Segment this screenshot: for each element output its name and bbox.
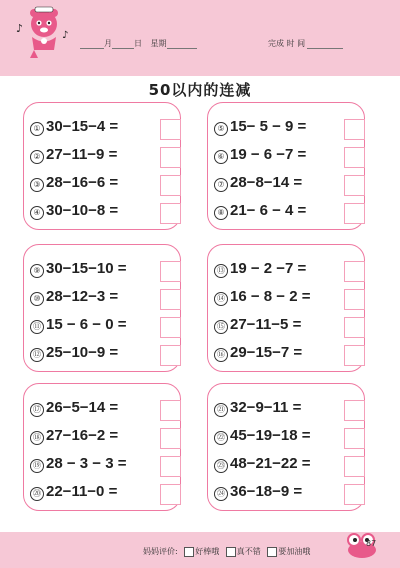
- exercise-expression: 28−12−3 =: [46, 288, 119, 305]
- exercise-row: [208, 454, 364, 478]
- exercise-row: [208, 287, 364, 311]
- answer-box[interactable]: [344, 345, 365, 366]
- answer-box[interactable]: [344, 428, 365, 449]
- rating-checkbox-great[interactable]: [184, 547, 194, 557]
- exercise-number: ⑮: [214, 320, 228, 334]
- exercise-panel: [23, 383, 181, 511]
- exercise-number: ⑦: [214, 178, 228, 192]
- exercise-number: ㉔: [214, 487, 228, 501]
- answer-box[interactable]: [160, 317, 181, 338]
- answer-box[interactable]: [344, 261, 365, 282]
- exercise-number: ⑧: [214, 206, 228, 220]
- exercise-row: [208, 315, 364, 339]
- answer-box[interactable]: [160, 456, 181, 477]
- exercise-number: ③: [30, 178, 44, 192]
- answer-box[interactable]: [160, 119, 181, 140]
- answer-box[interactable]: [344, 119, 365, 140]
- answer-box[interactable]: [160, 147, 181, 168]
- answer-box[interactable]: [160, 484, 181, 505]
- exercise-panel: [207, 102, 365, 230]
- parent-rating: 妈妈评价: 好棒哦 真不错 要加油哦: [143, 547, 311, 556]
- exercise-row: [24, 117, 180, 141]
- exercise-number: ①: [30, 122, 44, 136]
- exercise-expression: 30−15−4 =: [46, 118, 119, 135]
- exercise-row: [208, 201, 364, 225]
- exercise-row: [24, 201, 180, 225]
- exercise-number: ⑳: [30, 487, 44, 501]
- exercise-row: [24, 287, 180, 311]
- exercise-expression: 15− 5 − 9 =: [230, 118, 307, 135]
- exercise-row: [24, 426, 180, 450]
- answer-box[interactable]: [160, 345, 181, 366]
- answer-box[interactable]: [344, 484, 365, 505]
- exercise-expression: 32−9−11 =: [230, 399, 302, 416]
- exercise-number: ④: [30, 206, 44, 220]
- exercise-number: ⑩: [30, 292, 44, 306]
- exercise-number: ⑲: [30, 459, 44, 473]
- answer-box[interactable]: [344, 289, 365, 310]
- exercise-row: [24, 343, 180, 367]
- exercise-number: ⑬: [214, 264, 228, 278]
- answer-box[interactable]: [344, 203, 365, 224]
- completion-time-line: 完成 时 间: [268, 38, 343, 49]
- exercise-expression: 27−16−2 =: [46, 427, 119, 444]
- exercise-row: [208, 398, 364, 422]
- exercise-number: ⑯: [214, 348, 228, 362]
- answer-box[interactable]: [344, 317, 365, 338]
- exercise-number: ⑨: [30, 264, 44, 278]
- exercise-number: ⑥: [214, 150, 228, 164]
- exercise-expression: 22−11−0 =: [46, 483, 118, 500]
- bear-mascot-icon: [16, 4, 74, 60]
- exercise-row: [24, 259, 180, 283]
- exercise-expression: 21− 6 − 4 =: [230, 202, 307, 219]
- answer-box[interactable]: [160, 261, 181, 282]
- exercise-row: [24, 454, 180, 478]
- answer-box[interactable]: [344, 147, 365, 168]
- exercise-expression: 30−15−10 =: [46, 260, 127, 277]
- exercise-expression: 45−19−18 =: [230, 427, 311, 444]
- exercise-row: [208, 145, 364, 169]
- rating-checkbox-try[interactable]: [267, 547, 277, 557]
- date-line: 月 日 星期: [80, 38, 197, 49]
- exercise-row: [24, 482, 180, 506]
- svg-text:♪: ♪: [62, 30, 69, 41]
- exercise-number: ⑫: [30, 348, 44, 362]
- answer-box[interactable]: [160, 289, 181, 310]
- exercise-expression: 16 − 8 − 2 =: [230, 288, 311, 305]
- exercise-panel: [23, 244, 181, 372]
- exercise-expression: 27−11−5 =: [230, 316, 302, 333]
- exercise-number: ⑤: [214, 122, 228, 136]
- exercise-number: ㉓: [214, 459, 228, 473]
- exercise-expression: 25−10−9 =: [46, 344, 119, 361]
- answer-box[interactable]: [344, 400, 365, 421]
- exercise-number: ㉒: [214, 431, 228, 445]
- answer-box[interactable]: [160, 203, 181, 224]
- answer-box[interactable]: [160, 175, 181, 196]
- exercise-number: ⑪: [30, 320, 44, 334]
- exercise-expression: 28−8−14 =: [230, 174, 303, 191]
- exercise-row: [24, 315, 180, 339]
- exercise-expression: 27−11−9 =: [46, 146, 118, 163]
- exercise-row: [24, 173, 180, 197]
- exercise-row: [24, 398, 180, 422]
- exercise-row: [208, 117, 364, 141]
- exercise-expression: 30−10−8 =: [46, 202, 119, 219]
- exercise-row: [208, 173, 364, 197]
- exercise-number: ⑱: [30, 431, 44, 445]
- rating-checkbox-good[interactable]: [226, 547, 236, 557]
- exercise-expression: 36−18−9 =: [230, 483, 303, 500]
- exercise-panel: [23, 102, 181, 230]
- exercise-row: [208, 259, 364, 283]
- exercise-panel: [207, 383, 365, 511]
- page-title: 50以内的连减: [148, 81, 252, 99]
- answer-box[interactable]: [344, 175, 365, 196]
- page-number: 87: [366, 539, 377, 548]
- exercise-row: [208, 426, 364, 450]
- exercise-expression: 48−21−22 =: [230, 455, 311, 472]
- exercise-expression: 28 − 3 − 3 =: [46, 455, 127, 472]
- svg-text:♪: ♪: [16, 22, 24, 35]
- exercise-expression: 19 − 2 −7 =: [230, 260, 307, 277]
- exercise-row: [24, 145, 180, 169]
- exercise-panel: [207, 244, 365, 372]
- exercise-row: [208, 343, 364, 367]
- exercise-expression: 15 − 6 − 0 =: [46, 316, 127, 333]
- answer-box[interactable]: [160, 428, 181, 449]
- exercise-expression: 19 − 6 −7 =: [230, 146, 307, 163]
- answer-box[interactable]: [160, 400, 181, 421]
- exercise-number: ㉑: [214, 403, 228, 417]
- exercise-row: [208, 482, 364, 506]
- exercise-number: ②: [30, 150, 44, 164]
- answer-box[interactable]: [344, 456, 365, 477]
- exercise-expression: 29−15−7 =: [230, 344, 303, 361]
- exercise-expression: 26−5−14 =: [46, 399, 119, 416]
- exercise-number: ⑰: [30, 403, 44, 417]
- exercise-expression: 28−16−6 =: [46, 174, 119, 191]
- exercise-number: ⑭: [214, 292, 228, 306]
